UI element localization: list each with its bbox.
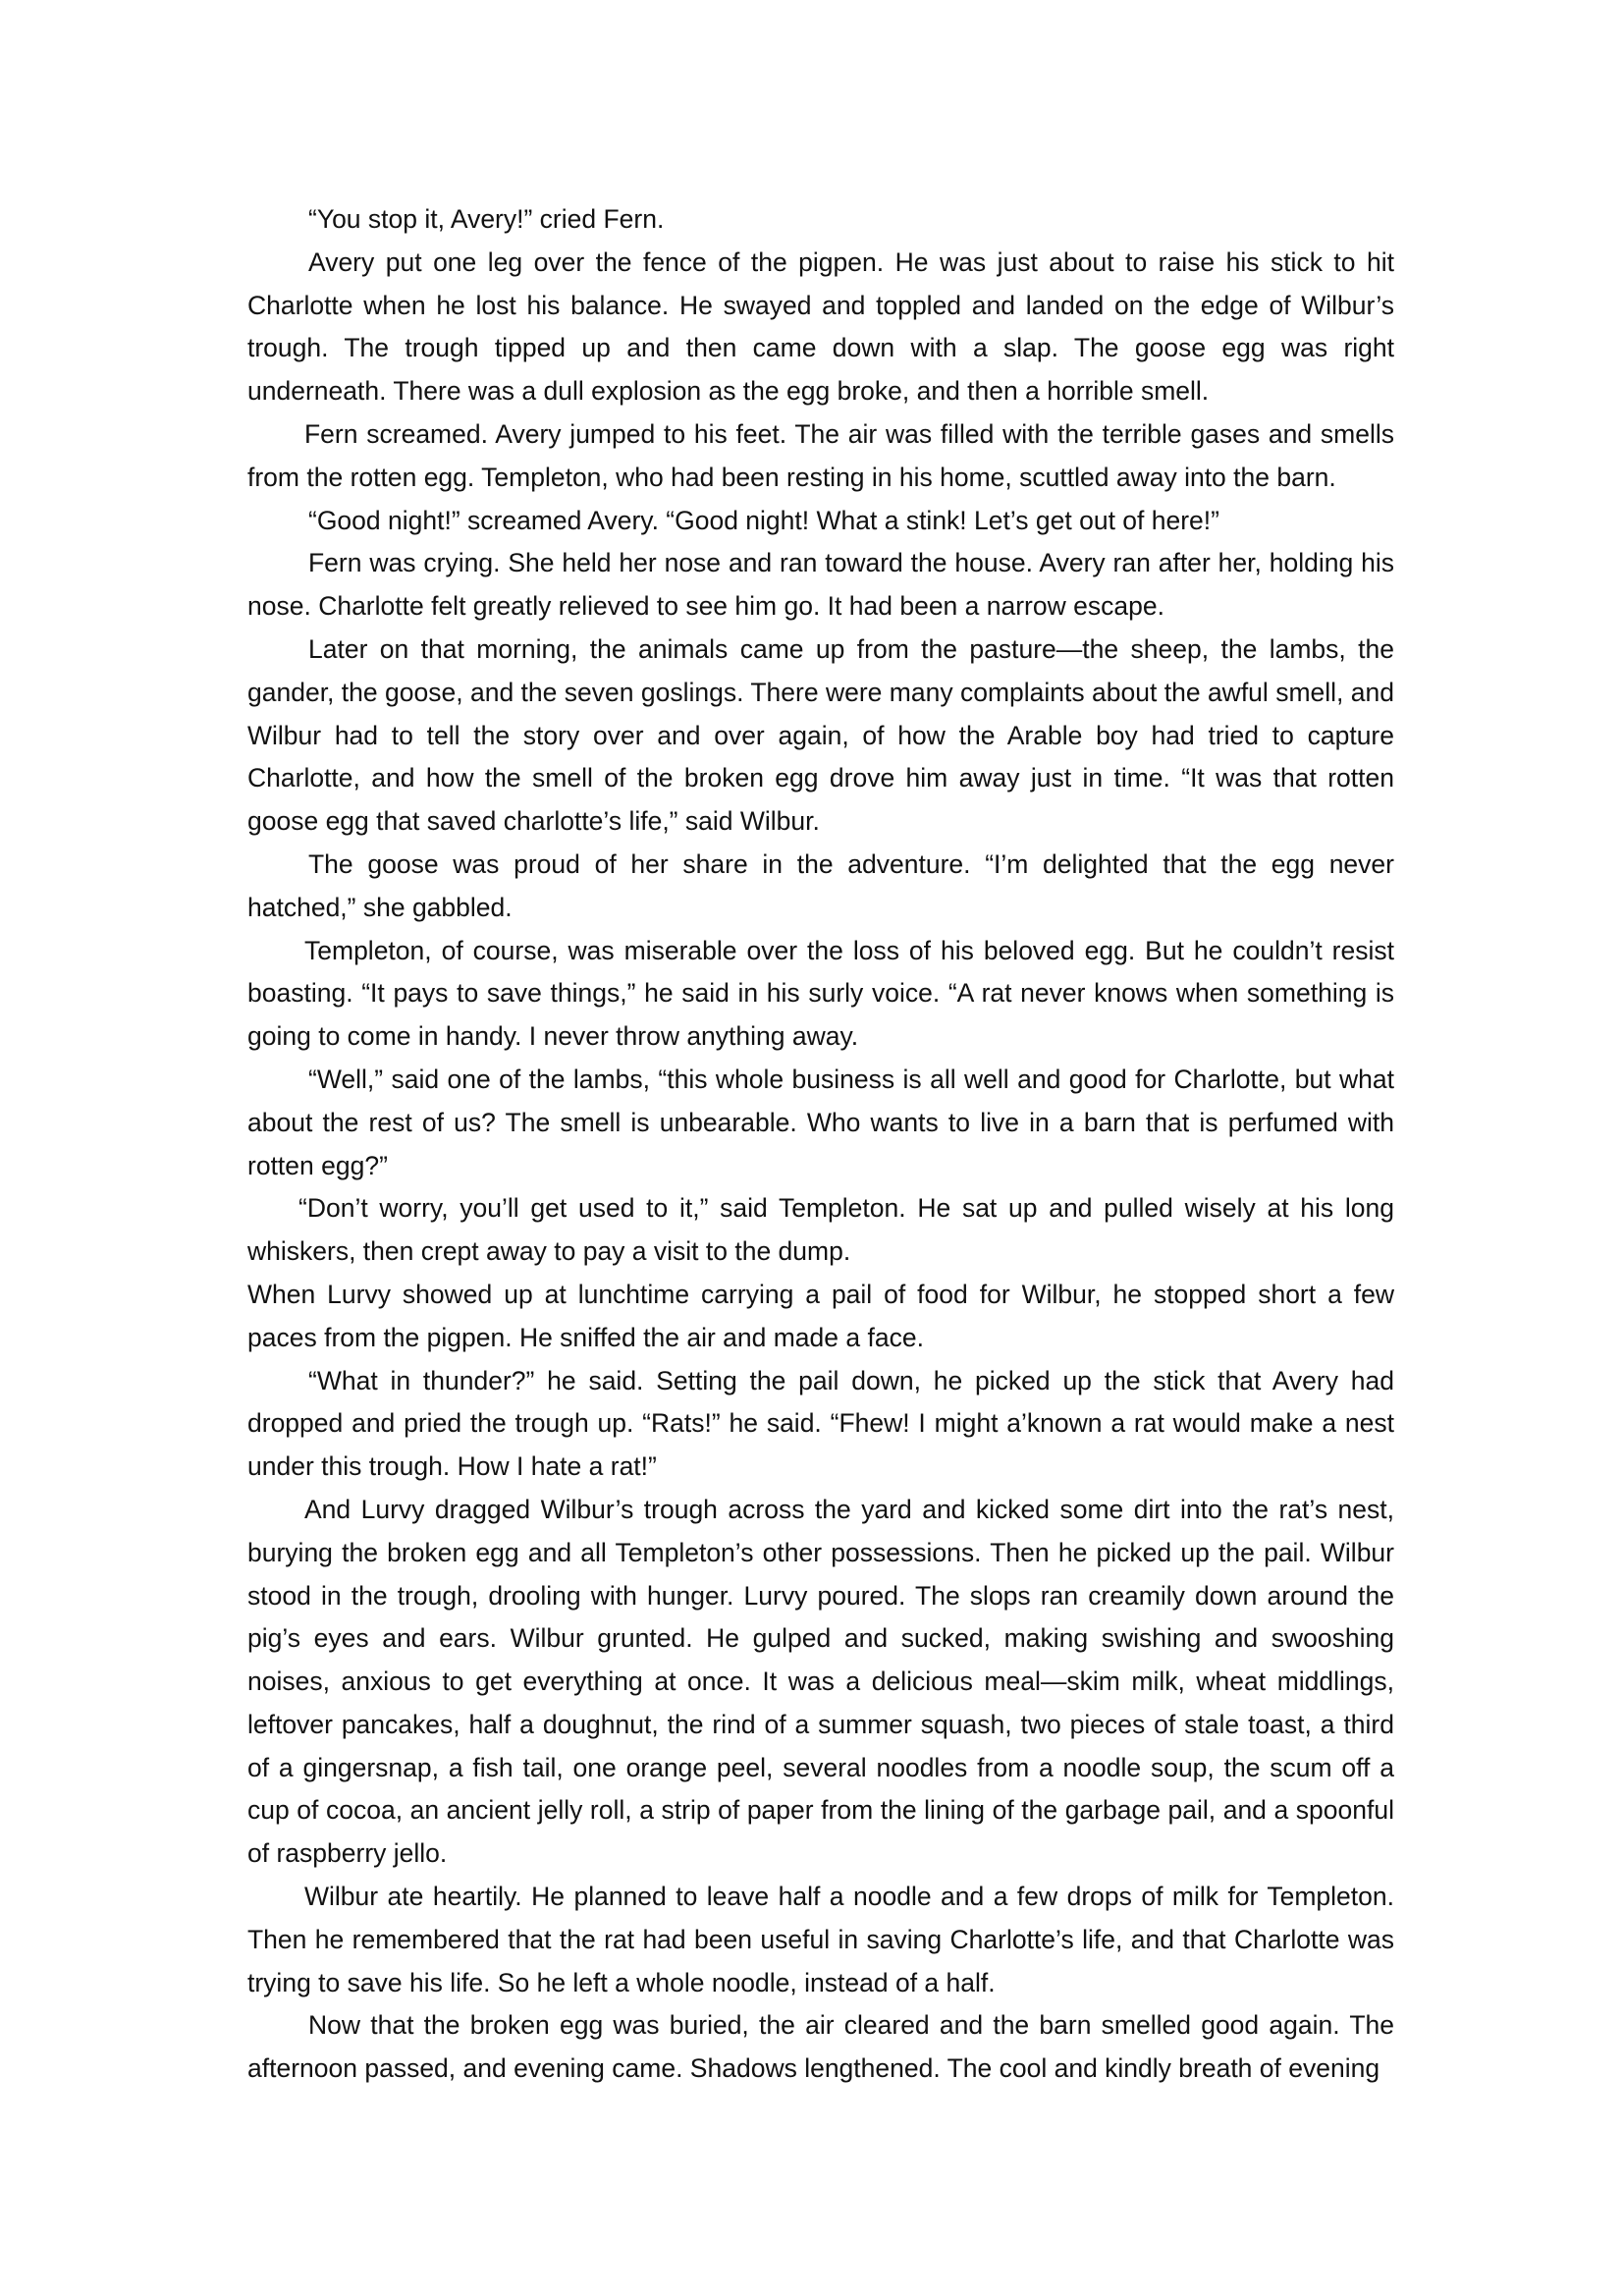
paragraph-2: Avery put one leg over the fence of the pigpen. He was just about to raise his stick to hit Charlotte when he lost his balance. He swayed and toppled and landed on the edge of Wilbur’s trough. The trough tipped up and then came down with a slap. The goose egg was right underneath. There was a dull explosion as the egg broke, and then a horrible smell. [247,246,1394,407]
paragraph-1: “You stop it, Avery!” cried Fern. [308,204,665,234]
paragraph-15: Now that the broken egg was buried, the air cleared and the barn smelled good again. The afternoon passed, and evening came. Shadows lengthened. The cool and kindly breath of evening [247,2010,1394,2084]
paragraph-14: Wilbur ate heartily. He planned to leave half a noodle and a few drops of milk for Templeton. Then he remembered that the rat had been useful in saving Charlotte’s life, and that Charlotte was trying to save his life. So he left a whole noodle, instead of a half. [247,1882,1394,1997]
paragraph-7: The goose was proud of her share in the adventure. “I’m delighted that the egg never hatched,” she gabbled. [247,848,1394,922]
paragraph-9: “Well,” said one of the lambs, “this whole business is all well and good for Charlotte, but what about the rest of us? The smell is unbearable. Who wants to live in a barn that is perfumed with rotten egg?” [247,1064,1394,1180]
paragraph-8: Templeton, of course, was miserable over the loss of his beloved egg. But he couldn’t resist boasting. “It pays to save things,” he said in his surly voice. “A rat never knows when something is going to come in handy. I never throw anything away. [247,935,1394,1052]
document-page [247,198,1394,2091]
paragraph-13: And Lurvy dragged Wilbur’s trough across the yard and kicked some dirt into the rat’s nest, burying the broken egg and all Templeton’s other possessions. Then he picked up the pail. Wilbur stood in the trough, drooling with hunger. Lurvy poured. The slops ran creamily down around the pig’s eyes and ears. Wilbur grunted. He gulped and sucked, making swishing and swooshing noises, anxious to get everything at once. It was a delicious meal—skim milk, wheat middlings, leftover pancakes, half a doughnut, the rind of a summer squash, two pieces of stale toast, a third of a gingersnap, a fish tail, one orange peel, several noodles from a noodle soup, the scum off a cup of cocoa, an ancient jelly roll, a strip of paper from the lining of the garbage pail, and a spoonful of raspberry jello. [247,1494,1394,1869]
paragraph-4: “Good night!” screamed Avery. “Good night! What a stink! Let’s get out of here!” [308,505,1219,535]
paragraph-3: Fern screamed. Avery jumped to his feet. The air was filled with the terrible gases and smells from the rotten egg. Templeton, who had been resting in his home, scuttled away into the barn. [247,418,1394,492]
paragraph-5: Fern was crying. She held her nose and ran toward the house. Avery ran after her, holding his nose. Charlotte felt greatly relieved to see him go. It had been a narrow escape. [247,548,1394,622]
paragraph-12: “What in thunder?” he said. Setting the pail down, he picked up the stick that Avery had dropped and pried the trough up. “Rats!” he said. “Fhew! I might a’known a rat would make a nest under this trough. How I hate a rat!” [247,1365,1394,1482]
paragraph-11: When Lurvy showed up at lunchtime carrying a pail of food for Wilbur, he stopped short a few paces from the pigpen. He sniffed the air and made a face. [247,1279,1394,1352]
paragraph-10: “Don’t worry, you’ll get used to it,” said Templeton. He sat up and pulled wisely at his long whiskers, then crept away to pay a visit to the dump. [247,1193,1394,1267]
paragraph-6: Later on that morning, the animals came up from the pasture—the sheep, the lambs, the gander, the goose, and the seven goslings. There were many complaints about the awful smell, and Wilbur had to tell the story over and over again, of how the Arable boy had tried to capture Charlotte, and how the smell of the broken egg drove him away just in time. “It was that rotten goose egg that saved charlotte’s life,” said Wilbur. [247,633,1394,837]
